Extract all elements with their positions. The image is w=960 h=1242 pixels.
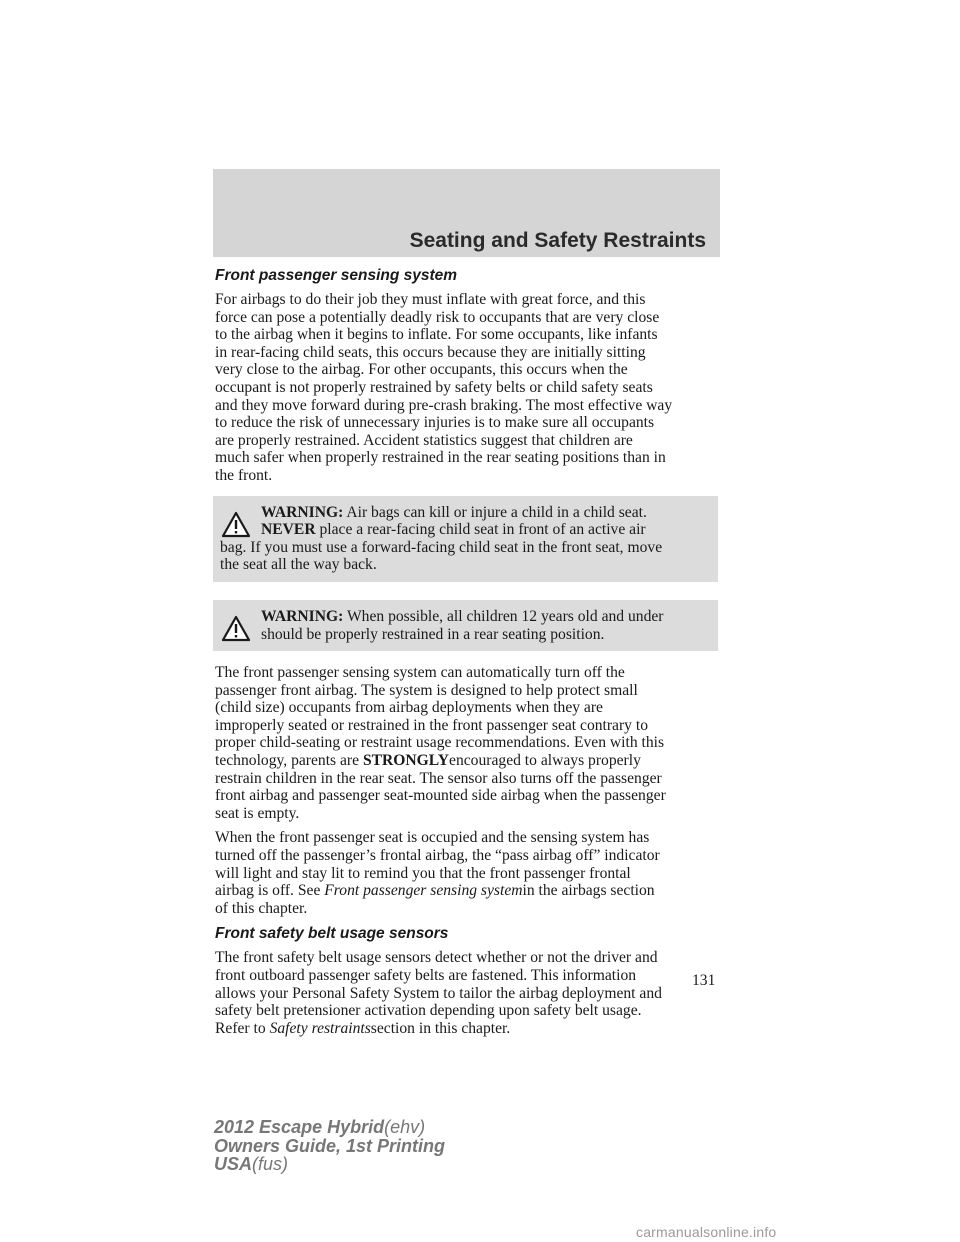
document-footer xyxy=(214,1118,445,1174)
section-heading-belt-sensors: Front safety belt usage sensors xyxy=(215,925,449,943)
text-line: force can pose a potentially deadly risk to occupants that are very close xyxy=(215,308,660,326)
text-line: very close to the airbag. For other occupants, this occurs when the xyxy=(215,361,628,379)
footer-region: USA xyxy=(214,1154,253,1174)
paragraph-indicator xyxy=(215,829,721,917)
watermark: carmanualsonline.info xyxy=(636,1224,777,1240)
text-line: in rear-facing child seats, this occurs because they are initially sitting xyxy=(215,343,646,361)
footer-line-model xyxy=(214,1118,445,1137)
warning-triangle-icon xyxy=(221,615,251,642)
text-line xyxy=(215,752,721,770)
chapter-header-band xyxy=(213,169,720,257)
warning-text: place a rear-facing child seat in front of an active air xyxy=(319,521,646,539)
text-line: to the airbag when it begins to inflate. For some occupants, like infants xyxy=(215,326,658,344)
warning-label: WARNING: xyxy=(261,503,344,521)
cross-reference: Front passenger sensing system xyxy=(324,882,523,900)
footer-line-guide: Owners Guide, 1st Printing xyxy=(214,1135,446,1156)
text-line: are properly restrained. Accident statistics suggest that children are xyxy=(215,431,633,449)
text-fragment: encouraged to always properly xyxy=(449,752,641,770)
text-line xyxy=(215,1020,721,1038)
warning-line xyxy=(220,608,710,626)
paragraph-belt-sensors xyxy=(215,949,721,1037)
text-line: will light and stay lit to remind you that the front passenger frontal xyxy=(215,864,631,882)
section-heading-passenger-sensing: Front passenger sensing system xyxy=(215,267,458,284)
text-line: and they move forward during pre-crash braking. The most effective way xyxy=(215,396,673,414)
text-line: The front safety belt usage sensors detect whether or not the driver and xyxy=(215,949,658,967)
warning-line: the seat all the way back. xyxy=(220,556,377,574)
warning-line: bag. If you must use a forward-facing child seat in the front seat, move xyxy=(220,538,663,556)
text-fragment: section in this chapter. xyxy=(370,1019,511,1037)
text-line: seat is empty. xyxy=(215,804,300,822)
text-line: When the front passenger seat is occupied and the sensing system has xyxy=(215,829,650,847)
text-fragment: airbag is off. See xyxy=(215,882,321,900)
footer-line-region xyxy=(214,1155,445,1174)
page-content xyxy=(215,266,721,1044)
chapter-title: Seating and Safety Restraints xyxy=(409,229,706,252)
text-line xyxy=(215,882,721,900)
text-line: restrain children in the rear seat. The sensor also turns off the passenger xyxy=(215,769,662,787)
text-line: safety belt pretensioner activation depending upon safety belt usage. xyxy=(215,1002,642,1020)
text-line: passenger front airbag. The system is designed to help protect small xyxy=(215,681,638,699)
text-line: turned off the passenger’s frontal airbag, the “pass airbag off” indicator xyxy=(215,847,660,865)
never-emphasis: NEVER xyxy=(261,521,316,539)
text-line: front outboard passenger safety belts are fastened. This information xyxy=(215,967,637,984)
text-line: front airbag and passenger seat-mounted side airbag when the passenger xyxy=(215,787,666,805)
warning-line xyxy=(220,521,710,539)
text-line: improperly seated or restrained in the front passenger seat contrary to xyxy=(215,716,649,734)
cross-reference: Safety restraints xyxy=(269,1019,371,1037)
footer-region-code: (fus) xyxy=(252,1154,289,1174)
warning-label: WARNING: xyxy=(261,607,344,625)
text-line: the front. xyxy=(215,466,273,484)
paragraph-intro xyxy=(215,291,721,485)
warning-text: When possible, all children 12 years old and under xyxy=(346,607,664,625)
text-fragment: in the airbags section xyxy=(522,882,655,900)
footer-model-code: (ehv) xyxy=(384,1117,426,1137)
text-line: (child size) occupants from airbag deployments when they are xyxy=(215,699,603,717)
warning-line: should be properly restrained in a rear seating position. xyxy=(261,625,605,643)
strongly-emphasis: STRONGLY xyxy=(362,752,450,770)
warning-box-child-seat xyxy=(213,496,718,582)
warning-line xyxy=(220,504,710,522)
text-fragment: Refer to xyxy=(215,1019,266,1037)
warning-box-children-rear xyxy=(213,600,718,651)
text-line: occupant is not properly restrained by safety belts or child safety seats xyxy=(215,378,653,396)
text-fragment: technology, parents are xyxy=(215,752,360,770)
text-line: proper child-seating or restraint usage recommendations. Even with this xyxy=(215,734,665,752)
text-line: allows your Personal Safety System to tailor the airbag deployment and xyxy=(215,984,662,1002)
text-line: to reduce the risk of unnecessary injuries is to make sure all occupants xyxy=(215,414,655,432)
text-line: The front passenger sensing system can automatically turn off the xyxy=(215,664,625,682)
text-line: For airbags to do their job they must inflate with great force, and this xyxy=(215,291,646,308)
footer-model: 2012 Escape Hybrid xyxy=(214,1117,385,1137)
warning-triangle-icon xyxy=(221,511,251,538)
warning-text: Air bags can kill or injure a child in a child seat. xyxy=(346,503,647,521)
page-number: 131 xyxy=(692,972,716,989)
text-line: much safer when properly restrained in the rear seating positions than in xyxy=(215,449,666,467)
text-line: of this chapter. xyxy=(215,899,308,917)
paragraph-system-description xyxy=(215,664,721,822)
